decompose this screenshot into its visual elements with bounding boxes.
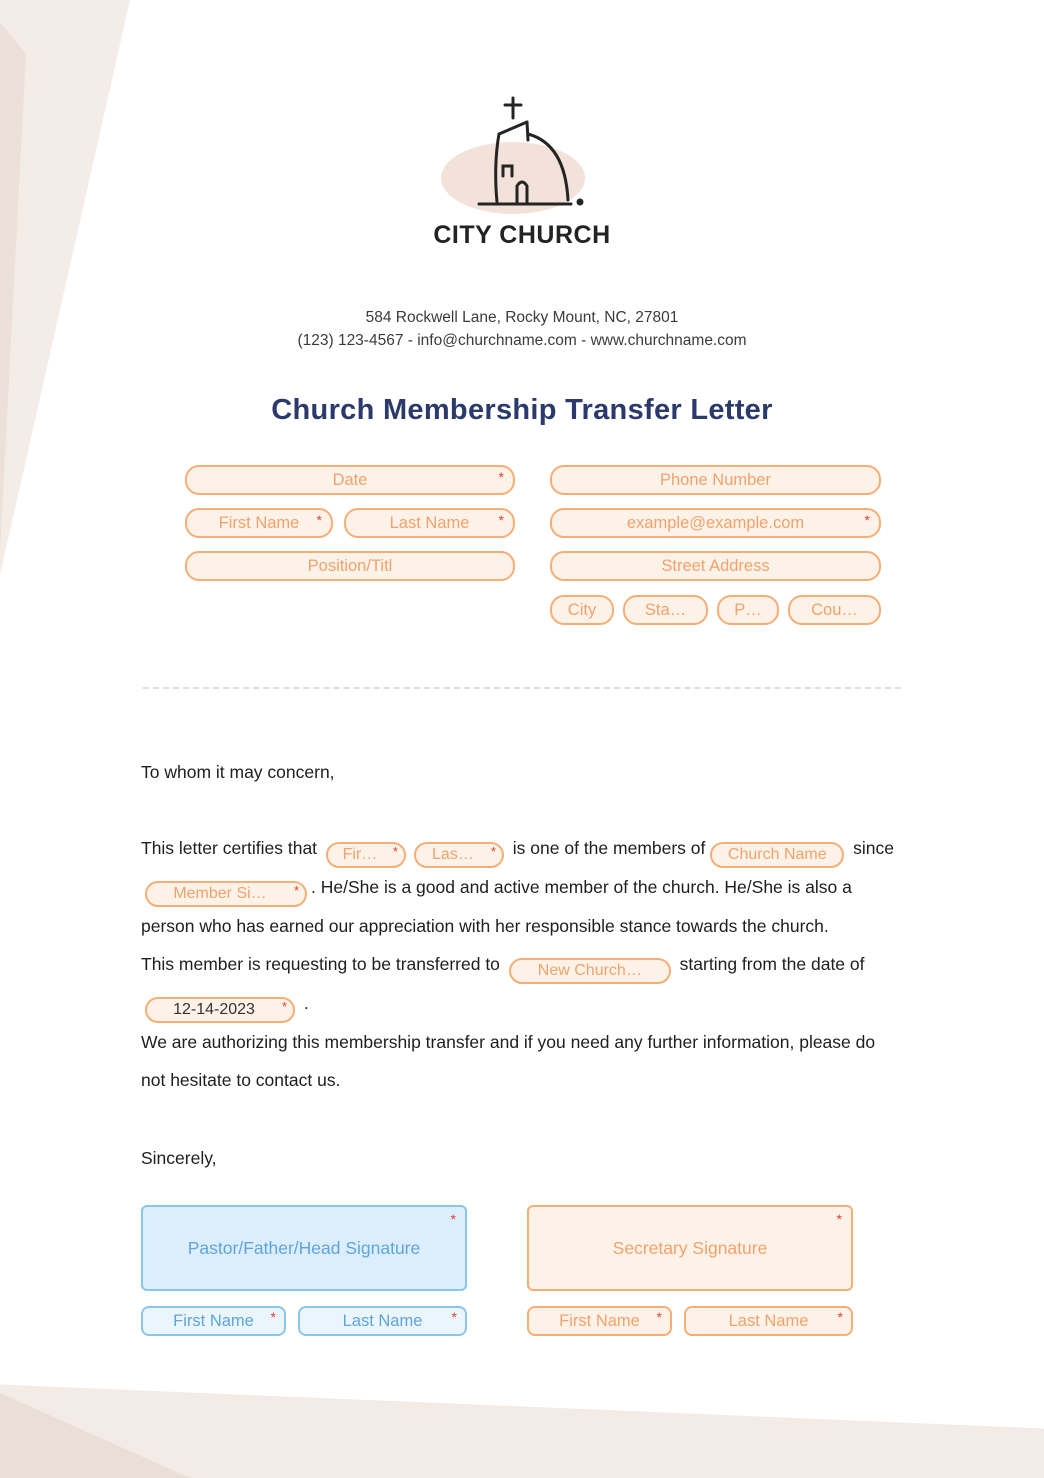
certify-text-before: This letter certifies that [141, 838, 318, 858]
inline-transfer-date-field[interactable] [145, 997, 295, 1023]
required-asterisk: * [392, 844, 398, 859]
street-address-field[interactable] [550, 551, 881, 581]
sentence-period: . [303, 993, 309, 1013]
state-field[interactable] [623, 595, 708, 625]
inline-last-name-placeholder: Las… [432, 846, 474, 863]
letter-body [141, 753, 903, 1177]
last-name-placeholder: Last Name [389, 513, 470, 532]
secretary-last-name-field[interactable] [684, 1306, 853, 1336]
salutation: To whom it may concern, [141, 762, 335, 782]
state-placeholder: Sta… [644, 600, 687, 619]
pastor-first-name-field[interactable] [141, 1306, 286, 1336]
date-field[interactable] [185, 465, 515, 495]
secretary-signature-placeholder: Secretary Signature [612, 1237, 768, 1258]
signature-section [141, 1205, 903, 1336]
required-asterisk: * [490, 844, 496, 859]
pastor-signature-placeholder: Pastor/Father/Head Signature [187, 1237, 421, 1258]
country-field[interactable] [788, 595, 881, 625]
pastor-signature-column [141, 1205, 467, 1336]
logo-text: CITY CHURCH [433, 221, 611, 249]
position-field[interactable] [185, 551, 515, 581]
dashed-divider [143, 687, 901, 689]
required-asterisk: * [498, 469, 504, 485]
contact-line: (123) 123-4567 - info@churchname.com - www.churchname.com [297, 332, 747, 349]
transfer-text-after: starting from the date of [679, 954, 865, 974]
date-placeholder: Date [332, 470, 368, 489]
city-field[interactable] [550, 595, 614, 625]
form-column-left [185, 465, 515, 581]
transfer-paragraph [141, 945, 903, 1023]
pastor-signature-field[interactable] [141, 1205, 467, 1291]
first-name-field[interactable] [185, 508, 333, 538]
street-placeholder: Street Address [661, 556, 770, 575]
phone-placeholder: Phone Number [660, 470, 771, 489]
postal-field[interactable] [717, 595, 779, 625]
required-asterisk: * [498, 512, 504, 528]
inline-new-church-field[interactable] [509, 958, 671, 984]
required-asterisk: * [836, 1211, 842, 1227]
email-placeholder: example@example.com [626, 513, 805, 532]
form-column-right [550, 465, 881, 625]
email-field[interactable] [550, 508, 881, 538]
member-description: . He/She is a good and active member of the church. He/She is also a person who has earned our appreciation with her responsible stance towards the church. [141, 877, 852, 936]
secretary-first-name-placeholder: First Name [559, 1311, 640, 1330]
new-church-placeholder: New Church… [537, 962, 642, 979]
church-logo-icon [435, 90, 610, 218]
since-label: since [853, 838, 895, 858]
inline-last-name-field[interactable] [414, 842, 504, 868]
required-asterisk: * [293, 883, 299, 898]
required-asterisk: * [270, 1309, 276, 1325]
required-asterisk: * [451, 1309, 457, 1325]
pastor-first-name-placeholder: First Name [173, 1311, 254, 1330]
certify-paragraph [141, 829, 903, 945]
address-line: 584 Rockwell Lane, Rocky Mount, NC, 27801 [365, 309, 679, 326]
required-asterisk: * [281, 999, 287, 1014]
country-placeholder: Cou… [811, 600, 858, 619]
inline-first-name-field[interactable] [326, 842, 406, 868]
position-placeholder: Position/Titl [307, 556, 393, 575]
authorize-paragraph: We are authorizing this membership transfer and if you need any further information, please do not hesitate to contact us. [141, 1032, 876, 1090]
required-asterisk: * [656, 1309, 662, 1325]
inline-first-name-placeholder: Fir… [342, 846, 378, 863]
corner-decoration-bottom-left [0, 1393, 190, 1478]
first-name-placeholder: First Name [218, 513, 300, 532]
secretary-signature-column [527, 1205, 853, 1336]
church-name-placeholder: Church Name [727, 846, 827, 863]
corner-decoration-bottom [0, 1368, 1044, 1478]
secretary-last-name-placeholder: Last Name [728, 1311, 809, 1330]
transfer-text-before: This member is requesting to be transferred to [141, 954, 500, 974]
last-name-field[interactable] [344, 508, 515, 538]
pastor-last-name-placeholder: Last Name [342, 1311, 423, 1330]
closing-text: Sincerely, [141, 1148, 217, 1168]
required-asterisk: * [837, 1309, 843, 1325]
certify-text-after: is one of the members of [512, 838, 706, 858]
phone-field[interactable] [550, 465, 881, 495]
form-area [143, 465, 901, 641]
pastor-last-name-field[interactable] [298, 1306, 467, 1336]
required-asterisk: * [450, 1211, 456, 1227]
required-asterisk: * [864, 512, 870, 528]
church-logo [0, 0, 1044, 250]
secretary-first-name-field[interactable] [527, 1306, 672, 1336]
page-title: Church Membership Transfer Letter [271, 394, 773, 426]
secretary-signature-field[interactable] [527, 1205, 853, 1291]
postal-placeholder: P… [734, 600, 762, 619]
required-asterisk: * [316, 512, 322, 528]
city-placeholder: City [567, 600, 597, 619]
inline-church-name-field[interactable] [710, 842, 844, 868]
inline-member-since-field[interactable] [145, 881, 307, 907]
transfer-date-value: 12-14-2023 [173, 1001, 255, 1018]
member-since-placeholder: Member Si… [173, 885, 267, 902]
